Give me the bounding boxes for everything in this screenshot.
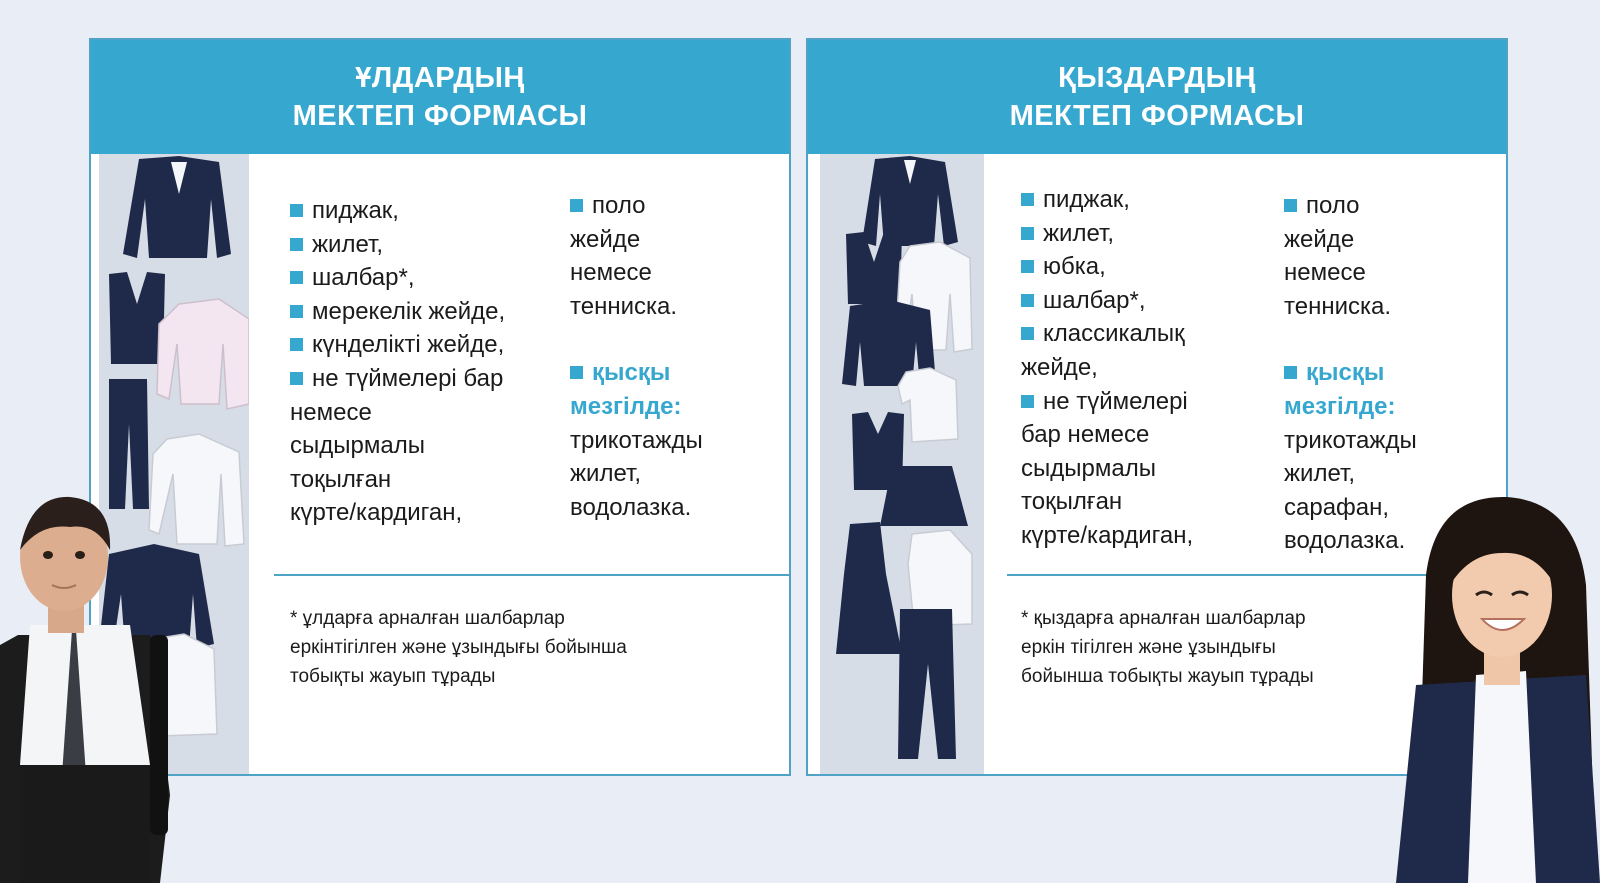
- list-item: классикалық: [1021, 317, 1193, 351]
- bullet-square-icon: [290, 372, 303, 385]
- schoolboy-illustration: [0, 495, 180, 883]
- list-item-continuation: күрте/кардиган,: [1021, 521, 1194, 549]
- list-item-continuation: немесе: [290, 398, 372, 426]
- list-item: күнделікті жейде,: [290, 328, 505, 362]
- list-item: не түймелері бар: [290, 362, 505, 396]
- list-item: сарафан,: [1284, 493, 1390, 521]
- list-item: шалбар*,: [1021, 284, 1193, 318]
- spacer: [570, 323, 703, 356]
- list-item-continuation: жейде: [1284, 225, 1355, 253]
- list-item: пиджак,: [1021, 183, 1193, 217]
- girls-card-header: [808, 40, 1506, 154]
- bullet-square-icon: [1021, 193, 1034, 206]
- girls-title-line1: ҚЫЗДАРДЫҢ: [1058, 62, 1256, 94]
- list-item-continuation: немесе: [1284, 259, 1366, 287]
- list-item: жилет,: [1284, 460, 1356, 488]
- girls-title-line2: МЕКТЕП ФОРМАСЫ: [1009, 100, 1305, 132]
- bullet-square-icon: [290, 305, 303, 318]
- list-item: водолазка.: [1284, 527, 1406, 555]
- list-item: трикотажды: [1284, 426, 1417, 454]
- list-item-continuation: күрте/кардиган,: [290, 499, 463, 527]
- blazer-icon: [862, 156, 958, 246]
- bullet-square-icon: [1021, 395, 1034, 408]
- bullet-square-icon: [290, 338, 303, 351]
- trousers-icon: [109, 379, 149, 509]
- list-item-continuation: тенниска.: [1284, 292, 1392, 320]
- boys-title-line2: МЕКТЕП ФОРМАСЫ: [292, 100, 588, 132]
- bullet-square-icon: [1021, 294, 1034, 307]
- list-item: пиджак,: [290, 194, 505, 228]
- list-item-continuation: жейде: [570, 225, 641, 253]
- list-item: трикотажды: [570, 426, 703, 454]
- sarafan-icon: [836, 522, 902, 654]
- list-item-continuation: немесе: [570, 259, 652, 287]
- boys-card-header: [91, 40, 789, 154]
- bullet-square-icon: [1021, 260, 1034, 273]
- list-item: водолазка.: [570, 493, 692, 521]
- schoolgirl-illustration: [1396, 495, 1600, 883]
- spacer: [1284, 323, 1417, 356]
- list-item: поло: [570, 189, 703, 223]
- list-item-continuation: сыдырмалы: [1021, 454, 1156, 482]
- girls-divider: [1007, 574, 1446, 576]
- list-item-continuation: тоқылған: [1021, 488, 1123, 516]
- girls-footnote: * қыздарға арналған шалбарлар еркін тігілген және ұзындығы бойынша тобықты жауып тұрады: [1021, 608, 1314, 687]
- festive-shirt-icon: [157, 299, 249, 409]
- vest-icon: [109, 272, 165, 364]
- girls-item-list: [1021, 183, 1193, 553]
- boys-uniform-card: [89, 38, 791, 776]
- list-item-continuation: бар немесе: [1021, 421, 1150, 449]
- list-item: жилет,: [570, 460, 642, 488]
- winter-heading-continuation: мезгілде:: [570, 392, 682, 420]
- bullet-square-icon: [570, 366, 583, 379]
- winter-heading: қысқы: [1284, 356, 1417, 390]
- bullet-square-icon: [290, 238, 303, 251]
- bullet-square-icon: [1021, 227, 1034, 240]
- polo-icon: [898, 368, 958, 442]
- winter-heading-continuation: мезгілде:: [1284, 392, 1396, 420]
- boys-divider: [274, 574, 789, 576]
- trousers-icon: [898, 609, 956, 759]
- list-item-continuation: сыдырмалы: [290, 432, 425, 460]
- list-item-continuation: тоқылған: [290, 465, 392, 493]
- blazer-icon: [123, 156, 231, 258]
- boys-item-list: [290, 194, 505, 530]
- bullet-square-icon: [1021, 327, 1034, 340]
- list-item: юбка,: [1021, 250, 1193, 284]
- list-item: шалбар*,: [290, 261, 505, 295]
- boys-footnote: * ұлдарға арналған шалбарлар еркінтігілген және ұзындығы бойынша тобықты жауып тұрады: [290, 608, 627, 687]
- boys-side-list: [570, 189, 703, 524]
- bullet-square-icon: [290, 271, 303, 284]
- bullet-square-icon: [1284, 199, 1297, 212]
- girls-clothes-illustration: [820, 154, 984, 774]
- list-item: мерекелік жейде,: [290, 295, 505, 329]
- girls-clothes-strip: [820, 154, 984, 774]
- list-item: не түймелері: [1021, 385, 1193, 419]
- boys-title-line1: ҰЛДАРДЫҢ: [355, 62, 525, 94]
- list-item-continuation: тенниска.: [570, 292, 678, 320]
- bullet-square-icon: [570, 199, 583, 212]
- list-item-continuation: жейде,: [1021, 353, 1098, 381]
- winter-heading: қысқы: [570, 356, 703, 390]
- list-item: поло: [1284, 189, 1417, 223]
- list-item: жилет,: [1021, 217, 1193, 251]
- skirt-icon: [880, 466, 968, 526]
- bullet-square-icon: [1284, 366, 1297, 379]
- bullet-square-icon: [290, 204, 303, 217]
- list-item: жилет,: [290, 228, 505, 262]
